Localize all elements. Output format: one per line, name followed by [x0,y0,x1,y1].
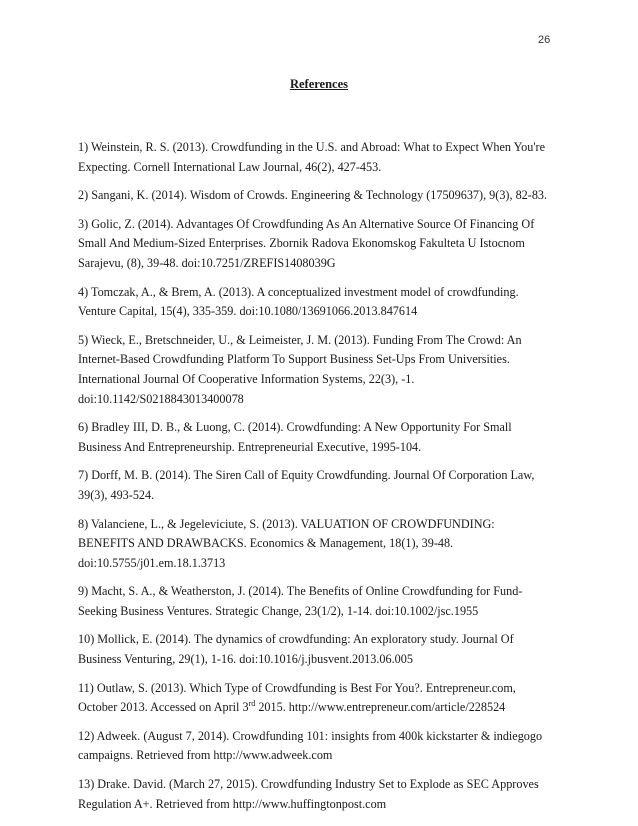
reference-item-11 [78,679,564,718]
reference-line: 7) Dorff, M. B. (2014). The Siren Call of Equity Crowdfunding. Journal Of Corporation Law, [78,468,535,483]
reference-line: 1) Weinstein, R. S. (2013). Crowdfunding in the U.S. and Abroad: What to Expect When You're [78,140,545,154]
reference-item-2 [78,186,564,206]
reference-line: 11) Outlaw, S. (2013). Which Type of Crowdfunding is Best For You?. Entrepreneur.com, [78,680,516,695]
reference-item-1 [78,138,564,177]
reference-line: 10) Mollick, E. (2014). The dynamics of crowdfunding: An exploratory study. Journal Of [78,632,514,647]
reference-item-3 [78,215,564,274]
reference-line: Business And Entrepreneurship. Entrepreneurial Executive, 1995-104. [78,439,422,454]
reference-line: 12) Adweek. (August 7, 2014). Crowdfunding 101: insights from 400k kickstarter & indiegogo [78,728,543,743]
reference-line: 5) Wieck, E., Bretschneider, U., & Leimeister, J. M. (2013). Funding From The Crowd: An [78,332,522,347]
reference-line: 39(3), 493-524. [78,487,155,502]
reference-line: doi:10.1142/S0218843013400078 [78,391,244,406]
reference-line: Sarajevu, (8), 39-48. doi:10.7251/ZREFIS1408039G [78,255,336,270]
reference-line: Small And Medium-Sized Enterprises. Zbornik Radova Ekonomskog Fakulteta U Istocnom [78,236,525,251]
reference-line [78,698,564,718]
reference-line: campaigns. Retrieved from http://www.adweek.com [78,748,333,763]
references-heading: References [289,77,349,91]
reference-item-13 [78,775,564,814]
reference-line: Business Venturing, 29(1), 1-16. doi:10.1016/j.jbusvent.2013.06.005 [78,652,413,667]
reference-line: 13) Drake. David. (March 27, 2015). Crowdfunding Industry Set to Explode as SEC Approves [78,777,539,792]
ordinal-superscript: rd [248,699,256,709]
reference-text: 2015. http://www.entrepreneur.com/article/228524 [255,700,506,715]
reference-line: 9) Macht, S. A., & Weatherston, J. (2014). The Benefits of Online Crowdfunding for Fund- [78,584,523,599]
reference-line: Regulation A+. Retrieved from http://www.huffingtonpost.com [78,796,387,811]
reference-item-9 [78,582,564,621]
reference-item-5 [78,331,564,409]
reference-line: 3) Golic, Z. (2014). Advantages Of Crowdfunding As An Alternative Source Of Financing Of [78,216,535,231]
reference-line: 2) Sangani, K. (2014). Wisdom of Crowds. Engineering & Technology (17509637), 9(3), 82-83. [78,188,548,203]
reference-text: October 2013. Accessed on April 3 [78,700,249,715]
reference-line: Seeking Business Ventures. Strategic Change, 23(1/2), 1-14. doi:10.1002/jsc.1955 [78,603,479,618]
reference-item-6 [78,418,564,457]
reference-list [78,138,564,823]
reference-line: Expecting. Cornell International Law Journal, 46(2), 427-453. [78,159,382,174]
reference-line: Internet-Based Crowdfunding Platform To Support Business Set-Ups From Universities. [78,352,510,367]
reference-item-12 [78,727,564,766]
reference-line: Venture Capital, 15(4), 335-359. doi:10.1080/13691066.2013.847614 [78,304,418,319]
reference-line: doi:10.5755/j01.em.18.1.3713 [78,555,226,570]
reference-item-10 [78,630,564,669]
reference-line: 8) Valanciene, L., & Jegeleviciute, S. (2013). VALUATION OF CROWDFUNDING: [78,516,495,531]
reference-line: 4) Tomczak, A., & Brem, A. (2013). A conceptualized investment model of crowdfunding. [78,284,519,299]
reference-item-8 [78,515,564,574]
reference-item-7 [78,466,564,505]
reference-line: International Journal Of Cooperative Information Systems, 22(3), -1. [78,371,415,386]
reference-item-4 [78,283,564,322]
reference-line: 6) Bradley III, D. B., & Luong, C. (2014). Crowdfunding: A New Opportunity For Small [78,420,512,435]
page-number: 26 [538,34,551,46]
reference-line: BENEFITS AND DRAWBACKS. Economics & Management, 18(1), 39-48. [78,536,454,551]
